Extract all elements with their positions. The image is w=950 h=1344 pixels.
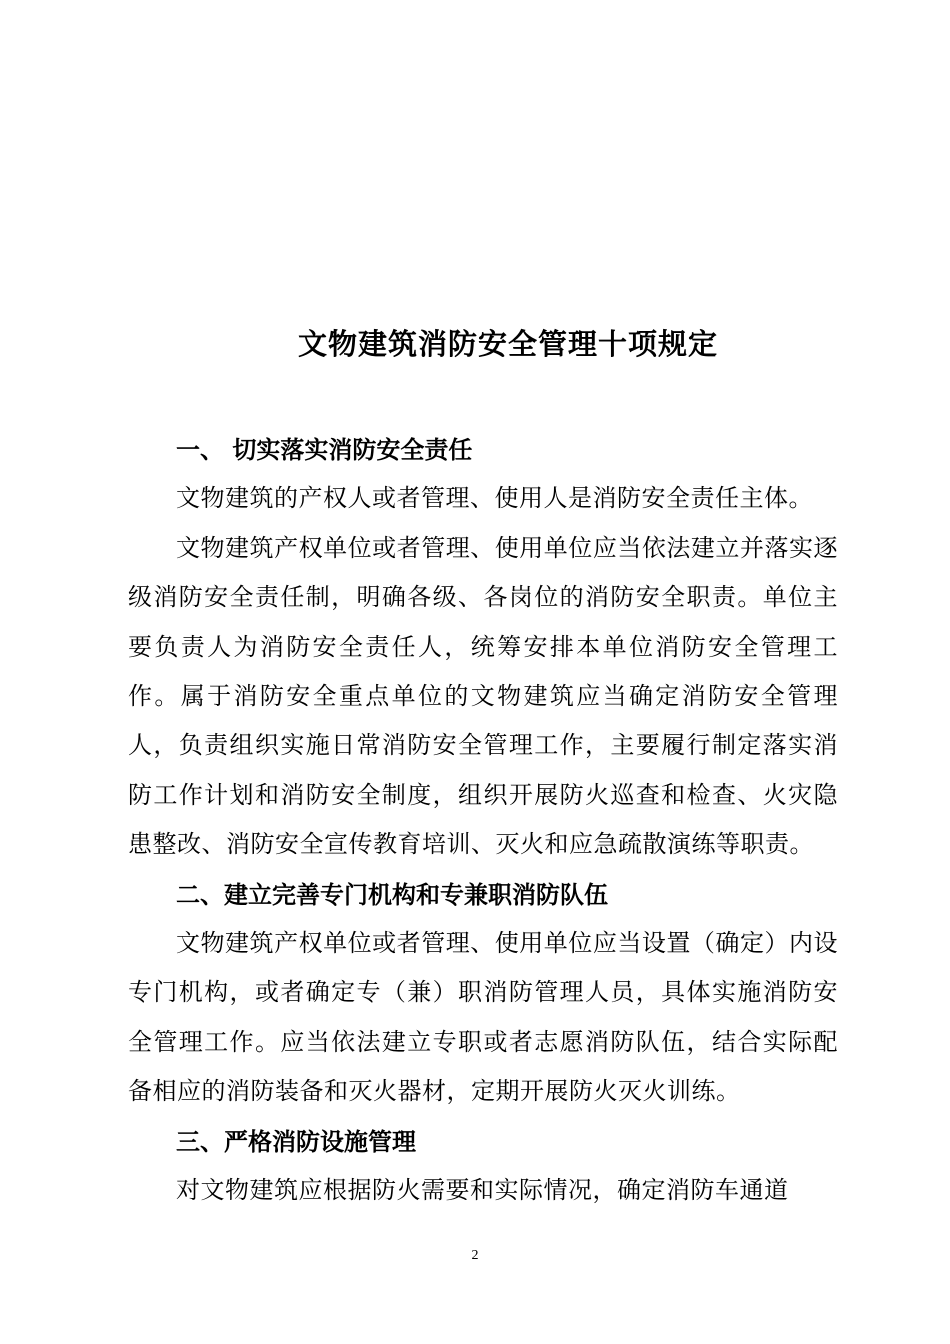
document-title: 文物建筑消防安全管理十项规定: [297, 327, 718, 361]
page-number: 2: [471, 1248, 479, 1263]
section-heading: 一、 切实落实消防安全责任: [176, 435, 473, 464]
paragraph: 对文物建筑应根据防火需要和实际情况，确定消防车通道: [176, 1176, 789, 1205]
paragraph: 文物建筑产权单位或者管理、使用单位应当依法建立并落实逐级消防安全责任制，明确各级、各岗位的消防安全职责。单位主要负责人为消防安全责任人，统筹安排本单位消防安全管理工作。属于消防安全重点单位的文物建筑应当确定消防安全管理人，负责组织实施日常消防安全管理工作，主要履行制定落实消防工作计划和消防安全制度，组织开展防火巡查和检查、火灾隐患整改、消防安全宣传教育培训、灭火和应急疏散演练等职责。: [128, 533, 838, 859]
section-heading: 三、严格消防设施管理: [176, 1126, 416, 1156]
paragraph: 文物建筑产权单位或者管理、使用单位应当设置（确定）内设专门机构，或者确定专（兼）职消防管理人员，具体实施消防安全管理工作。应当依法建立专职或者志愿消防队伍，结合实际配备相应的消防装备和灭火器材，定期开展防火灭火训练。: [128, 929, 838, 1106]
section-heading: 二、建立完善专门机构和专兼职消防队伍: [176, 879, 608, 909]
paragraph: 文物建筑的产权人或者管理、使用人是消防安全责任主体。: [176, 484, 813, 513]
document-body: [128, 425, 838, 1216]
